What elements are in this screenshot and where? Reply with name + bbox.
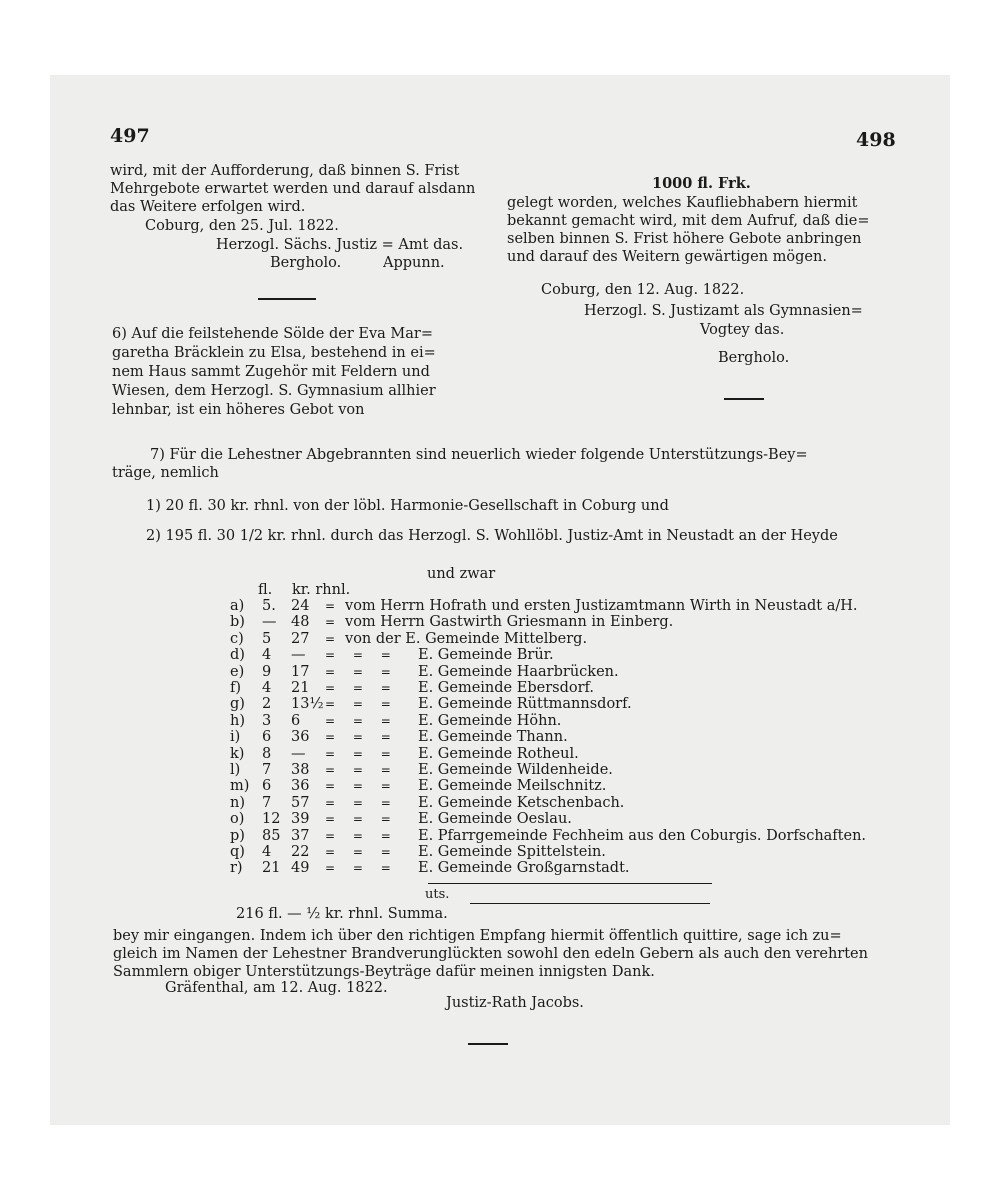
left-signer: Herzogl. Sächs. Justiz = Amt das. (216, 237, 464, 253)
right-signer: Herzogl. S. Justizamt als Gymnasien= (584, 303, 863, 319)
right-paragraph-line: und darauf des Weitern gewärtigen mögen. (507, 249, 827, 265)
row-letter: m) (230, 778, 250, 794)
row-kr: 57 (291, 795, 310, 811)
row-ditto: = = = (325, 829, 391, 843)
item7-line: 7) Für die Lehestner Abgebrannten sind neuerlich wieder folgende Unterstützungs-Bey= (150, 447, 808, 463)
row-fl: 5. (262, 598, 276, 614)
row-kr: 39 (291, 811, 310, 827)
page-number-right: 498 (856, 129, 896, 151)
row-ditto: = = = (325, 714, 391, 728)
row-kr: 13½ (291, 696, 324, 712)
row-ditto: = = = (325, 648, 391, 662)
header-kr: kr. rhnl. (292, 582, 351, 598)
row-kr: 17 (291, 664, 310, 680)
row-description: E. Gemeinde Oeslau. (418, 811, 572, 827)
row-kr: — (291, 746, 306, 762)
row-letter: n) (230, 795, 245, 811)
row-ditto: = = = (325, 779, 391, 793)
left-paragraph-line: wird, mit der Aufforderung, daß binnen S. Frist (110, 163, 460, 179)
left-paragraph-line: Mehrgebote erwartet werden und darauf alsdann (110, 181, 476, 197)
row-kr: 49 (291, 860, 310, 876)
row-ditto: = = = (325, 665, 391, 679)
row-ditto: = = = (325, 861, 391, 875)
row-ditto: = = = (325, 845, 391, 859)
row-fl: 7 (262, 762, 272, 778)
row-kr: 37 (291, 828, 310, 844)
page-number-left: 497 (110, 125, 150, 147)
item7-line: träge, nemlich (112, 465, 219, 481)
row-letter: l) (230, 762, 241, 778)
signature: Justiz-Rath Jacobs. (446, 995, 584, 1011)
row-kr: 48 (291, 614, 310, 630)
left-name-1: Bergholo. (270, 255, 342, 271)
row-fl: — (262, 614, 277, 630)
row-description: E. Gemeinde Rüttmannsdorf. (418, 696, 632, 712)
row-letter: b) (230, 614, 245, 630)
row-letter: k) (230, 746, 245, 762)
item6-line: 6) Auf die feilstehende Sölde der Eva Mar= (112, 326, 433, 342)
row-letter: d) (230, 647, 245, 663)
row-fl: 8 (262, 746, 272, 762)
row-description: E. Gemeinde Spittelstein. (418, 844, 606, 860)
row-ditto: = = = (325, 730, 391, 744)
right-paragraph-line: gelegt worden, welches Kaufliebhabern hiermit (507, 195, 858, 211)
row-fl: 21 (262, 860, 281, 876)
row-description: E. Gemeinde Rotheul. (418, 746, 579, 762)
row-fl: 3 (262, 713, 272, 729)
right-paragraph-line: bekannt gemacht wird, mit dem Aufruf, daß die= (507, 213, 870, 229)
row-fl: 12 (262, 811, 281, 827)
row-ditto: = = = (325, 796, 391, 810)
row-fl: 5 (262, 631, 272, 647)
row-kr: — (291, 647, 306, 663)
row-fl: 9 (262, 664, 272, 680)
place-date: Gräfenthal, am 12. Aug. 1822. (165, 980, 388, 996)
right-name: Bergholo. (718, 350, 790, 366)
right-amount: 1000 fl. Frk. (652, 175, 751, 192)
right-paragraph-line: selben binnen S. Frist höhere Gebote anbringen (507, 231, 862, 247)
row-description: E. Gemeinde Haarbrücken. (418, 664, 619, 680)
sum-line: 216 fl. — ½ kr. rhnl. Summa. (236, 906, 448, 922)
sum-rule (428, 883, 712, 884)
sum-rule (470, 903, 710, 904)
row-description: E. Gemeinde Ebersdorf. (418, 680, 594, 696)
donation-line-1: 1) 20 fl. 30 kr. rhnl. von der löbl. Harmonie-Gesellschaft in Coburg und (146, 498, 669, 514)
row-ditto: = (325, 615, 336, 629)
row-ditto: = = = (325, 747, 391, 761)
row-description: E. Gemeinde Großgarnstadt. (418, 860, 630, 876)
row-fl: 6 (262, 729, 272, 745)
item6-line: nem Haus sammt Zugehör mit Feldern und (112, 364, 430, 380)
left-name-2: Appunn. (383, 255, 445, 271)
row-description: vom Herrn Hofrath und ersten Justizamtmann Wirth in Neustadt a/H. (345, 598, 858, 614)
row-letter: r) (230, 860, 243, 876)
row-letter: e) (230, 664, 245, 680)
row-description: E. Gemeinde Brür. (418, 647, 554, 663)
uts-label: uts. (425, 887, 450, 902)
row-ditto: = = = (325, 697, 391, 711)
row-kr: 36 (291, 778, 310, 794)
und-zwar: und zwar (427, 566, 496, 582)
row-fl: 4 (262, 680, 272, 696)
separator-rule (258, 298, 316, 300)
item6-line: garetha Bräcklein zu Elsa, bestehend in ei= (112, 345, 436, 361)
donation-line-2: 2) 195 fl. 30 1/2 kr. rhnl. durch das Herzogl. S. Wohllöbl. Justiz-Amt in Neustadt an der Heyde (146, 528, 838, 544)
row-fl: 85 (262, 828, 281, 844)
separator-rule (724, 398, 764, 400)
row-description: vom Herrn Gastwirth Griesmann in Einberg. (345, 614, 674, 630)
row-kr: 36 (291, 729, 310, 745)
row-letter: p) (230, 828, 245, 844)
row-letter: g) (230, 696, 245, 712)
row-description: E. Gemeinde Höhn. (418, 713, 562, 729)
row-letter: o) (230, 811, 245, 827)
row-description: E. Gemeinde Thann. (418, 729, 568, 745)
left-date: Coburg, den 25. Jul. 1822. (145, 218, 339, 234)
row-fl: 2 (262, 696, 272, 712)
row-letter: a) (230, 598, 245, 614)
closing-line: bey mir eingangen. Indem ich über den richtigen Empfang hiermit öffentlich quittire, sage ich zu= (113, 928, 842, 944)
right-signer: Vogtey das. (700, 322, 785, 338)
row-fl: 4 (262, 647, 272, 663)
header-fl: fl. (258, 582, 273, 598)
separator-rule (468, 1043, 508, 1045)
closing-line: gleich im Namen der Lehestner Brandverunglückten sowohl den edeln Gebern als auch den verehrten (113, 946, 868, 962)
row-ditto: = (325, 599, 336, 613)
row-fl: 7 (262, 795, 272, 811)
row-letter: i) (230, 729, 241, 745)
closing-line: Sammlern obiger Unterstützungs-Beyträge dafür meinen innigsten Dank. (113, 964, 655, 980)
row-description: E. Pfarrgemeinde Fechheim aus den Coburgis. Dorfschaften. (418, 828, 867, 844)
row-kr: 38 (291, 762, 310, 778)
left-paragraph-line: das Weitere erfolgen wird. (110, 199, 306, 215)
right-date: Coburg, den 12. Aug. 1822. (541, 282, 745, 298)
row-fl: 4 (262, 844, 272, 860)
row-ditto: = = = (325, 763, 391, 777)
row-kr: 22 (291, 844, 310, 860)
row-description: E. Gemeinde Meilschnitz. (418, 778, 607, 794)
row-kr: 21 (291, 680, 310, 696)
row-kr: 27 (291, 631, 310, 647)
row-ditto: = = = (325, 812, 391, 826)
row-letter: h) (230, 713, 245, 729)
row-kr: 6 (291, 713, 301, 729)
row-letter: q) (230, 844, 245, 860)
item6-line: Wiesen, dem Herzogl. S. Gymnasium allhier (112, 383, 436, 399)
row-ditto: = (325, 632, 336, 646)
row-kr: 24 (291, 598, 310, 614)
row-ditto: = = = (325, 681, 391, 695)
row-description: E. Gemeinde Ketschenbach. (418, 795, 625, 811)
row-description: von der E. Gemeinde Mittelberg. (345, 631, 588, 647)
row-letter: f) (230, 680, 242, 696)
row-description: E. Gemeinde Wildenheide. (418, 762, 613, 778)
item6-line: lehnbar, ist ein höheres Gebot von (112, 402, 365, 418)
row-letter: c) (230, 631, 244, 647)
row-fl: 6 (262, 778, 272, 794)
